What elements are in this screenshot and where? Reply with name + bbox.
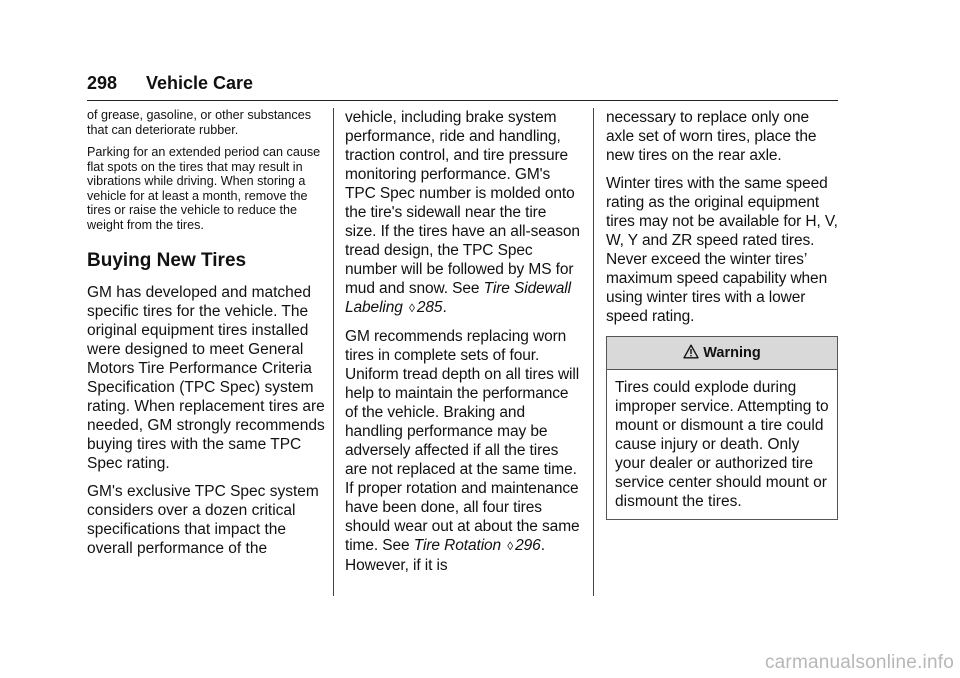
- section-title: Vehicle Care: [146, 73, 254, 93]
- warning-text: Tires could explode during improper service. Attempting to mount or dismount a tire could cause injury or death. Only your dealer or authorized tire service center should mount or dismount the tires.: [615, 379, 829, 510]
- watermark: carmanualsonline.info: [764, 652, 954, 673]
- paragraph-end: .: [442, 299, 447, 316]
- warning-triangle-icon: [683, 344, 699, 363]
- page-ref-icon: ◊: [507, 539, 514, 553]
- link-label: Tire Rotation: [413, 537, 502, 554]
- paragraph-tpc-details: [345, 108, 581, 318]
- column-left: [87, 108, 329, 567]
- column-divider-left: [333, 108, 334, 596]
- link-page: 296: [515, 537, 541, 554]
- paragraph-rubber: of grease, gasoline, or other substances that can deteriorate rubber.: [87, 108, 312, 137]
- page-number: 298: [87, 73, 118, 93]
- paragraph-end: . However, if it is: [345, 537, 545, 574]
- paragraph-rear-axle: necessary to replace only one axle set of worn tires, place the new tires on the rear axle.: [606, 109, 817, 164]
- paragraph-tpc-spec: GM's exclusive TPC Spec system considers over a dozen critical specifications that impact the overall performance of the: [87, 483, 319, 557]
- paragraph-text: If proper rotation and maintenance have been done, all four tires should wear out at about the same time. See: [345, 480, 580, 554]
- paragraph-parking: Parking for an extended period can cause flat spots on the tires that may result in vibrations while driving. When storing a vehicle for at least a month, remove the tires or raise the vehicle to reduce the weight from the tires.: [87, 145, 321, 232]
- column-right: [606, 108, 838, 520]
- warning-title: Warning: [703, 345, 761, 361]
- paragraph-gm-tires: GM has developed and matched specific tires for the vehicle. The original equipment tires installed were designed to meet General Motors Tire Performance Criteria Specification (TPC Spec) system rating. When replacement tires are needed, GM strongly recommends buying tires with the same TPC Spec rating.: [87, 284, 325, 472]
- paragraph-text: vehicle, including brake system performance, ride and handling, traction control, and tire pressure monitoring performance. GM's TPC Spec number is molded onto the tire's sidewall near the tire size. If the tires have an all-season tread design, the TPC Spec number will be followed by MS for mud and snow. See: [345, 109, 580, 297]
- paragraph-rotation: [345, 479, 581, 575]
- warning-header: [607, 337, 837, 370]
- page-header: [87, 72, 838, 101]
- paragraph-replace-worn: GM recommends replacing worn tires in complete sets of four. Uniform tread depth on all tires will help to maintain the performance of the vehicle. Braking and handling performance may be adversely affected if all the tires are not replaced at the same time.: [345, 328, 580, 478]
- column-divider-right: [593, 108, 594, 596]
- warning-box: [606, 336, 838, 520]
- link-tire-rotation[interactable]: [414, 537, 541, 554]
- paragraph-winter-tires: Winter tires with the same speed rating as the original equipment tires may not be available for H, V, W, Y and ZR speed rated tires. Never exceed the winter tires’ maximum speed capability when using winter tires with a lower speed rating.: [606, 175, 838, 325]
- page-ref-icon: ◊: [409, 301, 415, 315]
- column-middle: [345, 108, 581, 584]
- heading-buying-new-tires: Buying New Tires: [87, 250, 247, 271]
- link-label: Tire Sidewall Labeling: [345, 280, 571, 316]
- link-page: 285: [416, 299, 443, 316]
